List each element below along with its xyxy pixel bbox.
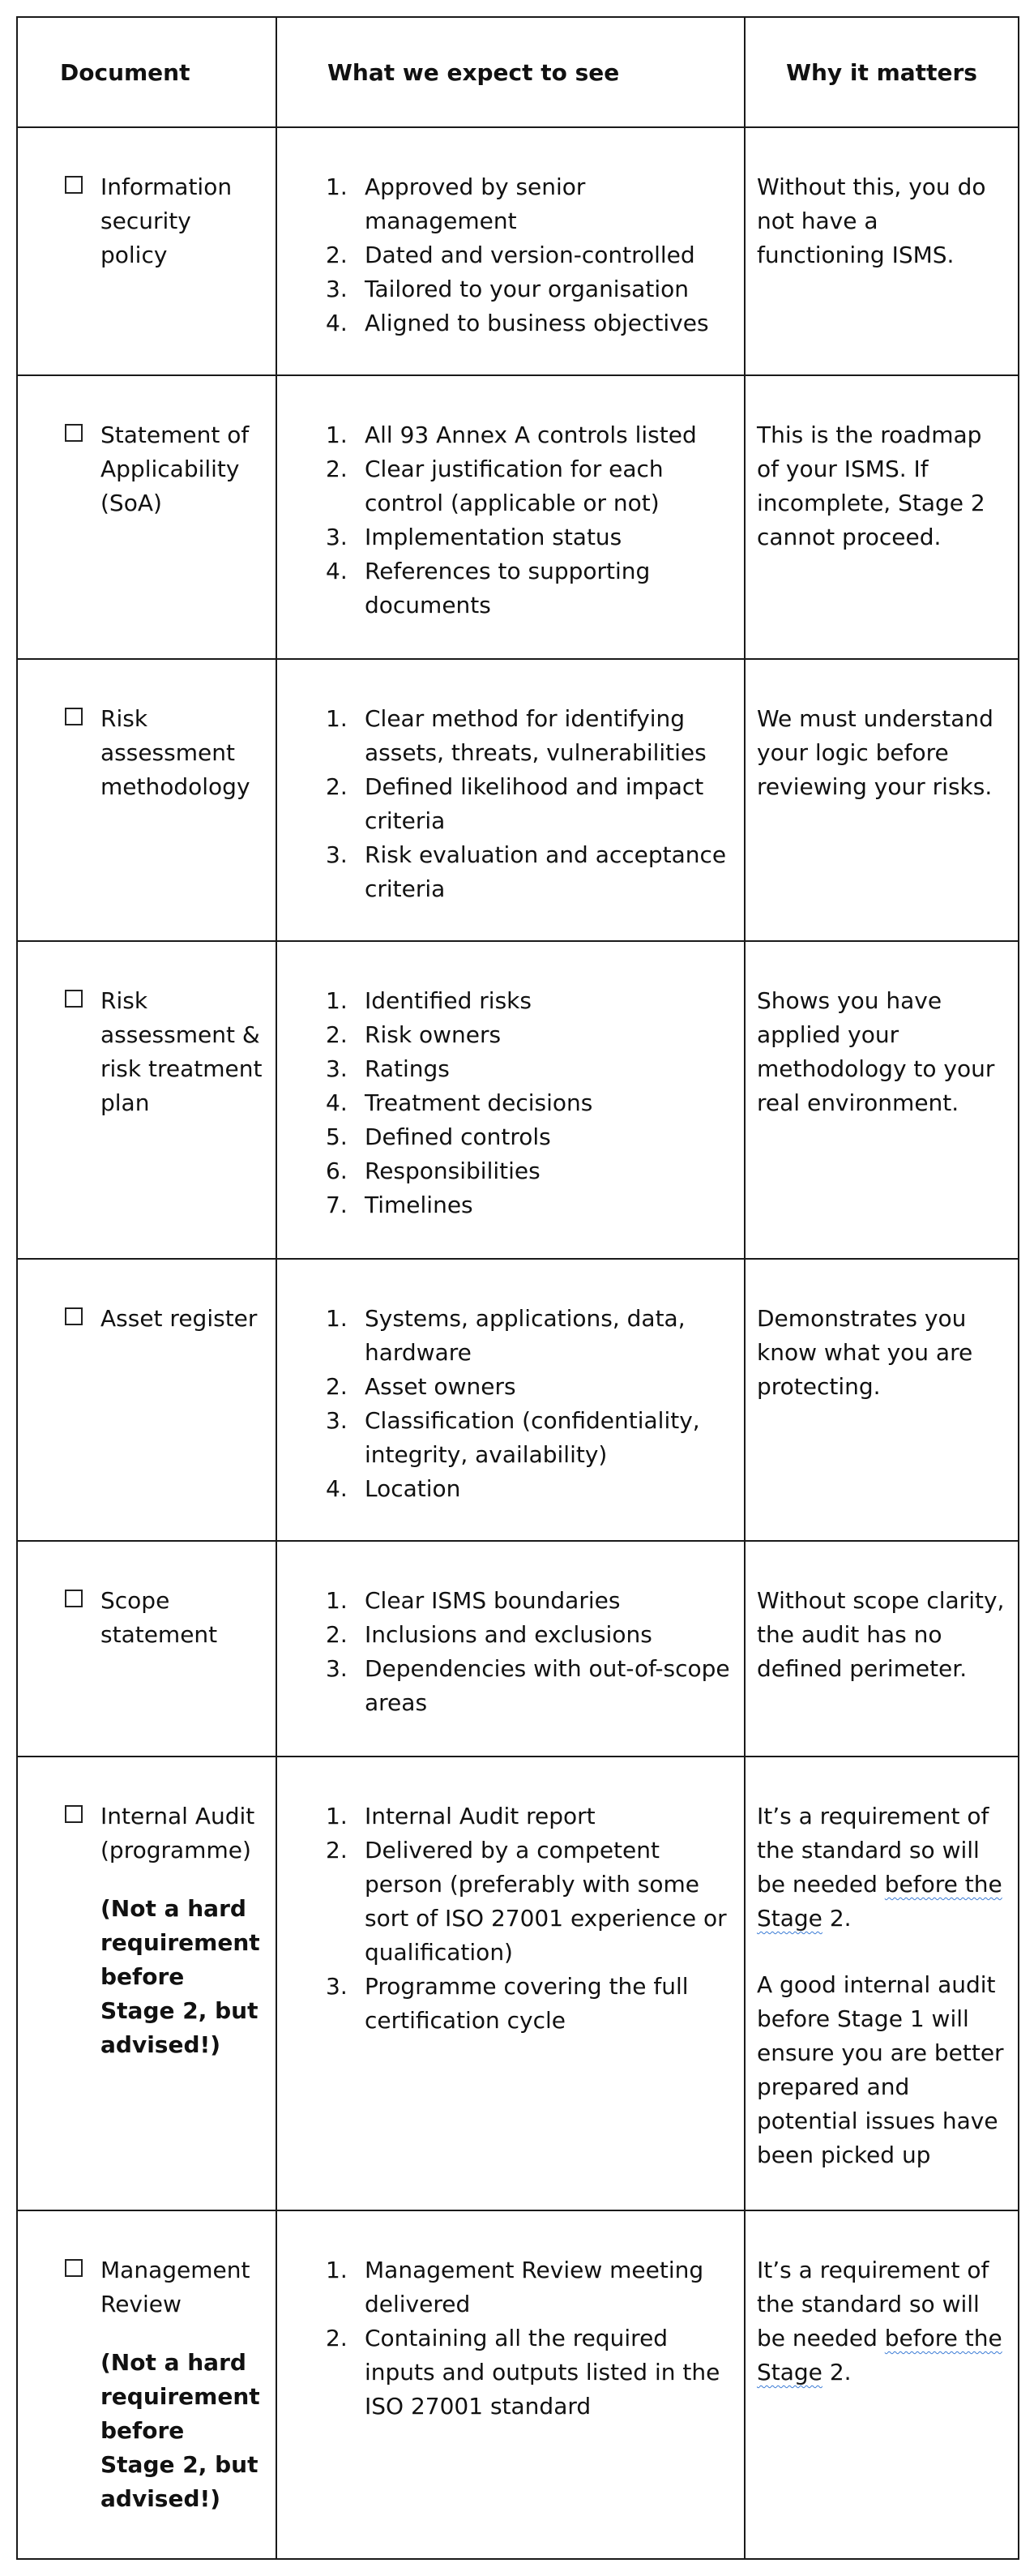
list-item: 7. Timelines [326, 1192, 473, 1218]
expect-list [277, 2253, 734, 2424]
why-cell [745, 1259, 1019, 1541]
why-text: This is the roadmap of your ISMS. If incomplete, Stage 2 cannot proceed. [757, 421, 985, 550]
list-item: 1. Identified risks [326, 987, 532, 1014]
why-text: Without scope clarity, the audit has no defined perimeter. [757, 1587, 1005, 1682]
checkbox[interactable] [65, 1307, 83, 1325]
expect-list [277, 702, 734, 906]
table-row [17, 127, 1019, 375]
document-name: Asset register [100, 1305, 258, 1332]
why-text: We must understand your logic before reviewing your risks. [757, 705, 993, 800]
header-why: Why it matters [745, 17, 1019, 127]
why-cell [745, 2210, 1019, 2559]
checkbox[interactable] [65, 1590, 83, 1607]
document-name: Internal Audit (programme) [100, 1803, 255, 1864]
list-item: 2. Clear justification for each control (applicable or not) [326, 456, 664, 516]
list-item: 1. Clear method for identifying assets, threats, vulnerabilities [326, 705, 707, 766]
list-item: 4. Treatment decisions [326, 1089, 593, 1116]
expect-list [277, 170, 734, 340]
list-item: 2. Inclusions and exclusions [326, 1621, 652, 1648]
expect-cell [276, 375, 745, 659]
checkbox[interactable] [65, 176, 83, 194]
table-row [17, 659, 1019, 941]
table-row [17, 1541, 1019, 1757]
document-cell [17, 1757, 276, 2210]
why-cell [745, 1541, 1019, 1757]
checkbox[interactable] [65, 2259, 83, 2277]
table-row [17, 1757, 1019, 2210]
document-name: Risk assessment methodology [100, 705, 250, 800]
expect-cell [276, 1541, 745, 1757]
document-name: Risk assessment & risk treatment plan [100, 987, 263, 1116]
list-item: 3. Implementation status [326, 524, 622, 550]
list-item: 3. Risk evaluation and acceptance criteria [326, 841, 727, 902]
list-item: 1. Approved by senior management [326, 173, 586, 234]
list-item: 3. Tailored to your organisation [326, 276, 689, 302]
list-item: 1. Systems, applications, data, hardware [326, 1305, 686, 1366]
why-text: Demonstrates you know what you are protecting. [757, 1305, 973, 1400]
document-cell [17, 659, 276, 941]
list-item: 1. Internal Audit report [326, 1803, 596, 1829]
expect-cell [276, 127, 745, 375]
list-item: 5. Defined controls [326, 1123, 551, 1150]
why-text: Without this, you do not have a functioning ISMS. [757, 173, 986, 268]
expect-cell [276, 941, 745, 1259]
document-name: Management Review [100, 2257, 250, 2317]
checkbox[interactable] [65, 990, 83, 1008]
list-item: 2. Dated and version-controlled [326, 242, 695, 268]
expect-list [277, 1302, 734, 1506]
list-item: 2. Containing all the required inputs and outputs listed in the ISO 27001 standard [326, 2325, 720, 2420]
table-row [17, 941, 1019, 1259]
document-cell [17, 2210, 276, 2559]
expect-cell [276, 2210, 745, 2559]
expect-cell [276, 659, 745, 941]
expect-cell [276, 1259, 745, 1541]
list-item: 4. References to supporting documents [326, 558, 651, 618]
list-item: 2. Risk owners [326, 1021, 502, 1048]
expect-list [277, 418, 734, 623]
list-item: 1. All 93 Annex A controls listed [326, 421, 697, 448]
spellcheck-underline: before the Stage [757, 1871, 1002, 1932]
list-item: 1. Clear ISMS boundaries [326, 1587, 621, 1614]
checkbox[interactable] [65, 424, 83, 442]
why-text-secondary: A good internal audit before Stage 1 will ensure you are better prepared and potential issues have been picked up [757, 1971, 1004, 2168]
document-name: Information security policy [100, 173, 233, 268]
expect-list [277, 984, 734, 1222]
list-item: 6. Responsibilities [326, 1157, 540, 1184]
header-row [17, 17, 1019, 127]
why-cell [745, 941, 1019, 1259]
document-checklist-table [16, 16, 1019, 2560]
header-document: Document [17, 17, 276, 127]
expect-list [277, 1799, 734, 2038]
list-item: 2. Delivered by a competent person (preferably with some sort of ISO 27001 experience or qualification) [326, 1837, 727, 1966]
document-note: (Not a hard requirement before Stage 2, but advised!) [100, 1895, 260, 2058]
why-cell [745, 659, 1019, 941]
why-text: Shows you have applied your methodology to your real environment. [757, 987, 995, 1116]
list-item: 3. Classification (confidentiality, integrity, availability) [326, 1407, 700, 1468]
list-item: 2. Asset owners [326, 1373, 516, 1400]
checkbox[interactable] [65, 708, 83, 725]
document-note: (Not a hard requirement before Stage 2, but advised!) [100, 2349, 260, 2512]
document-cell [17, 1541, 276, 1757]
table-row [17, 375, 1019, 659]
expect-list [277, 1584, 734, 1720]
checkbox[interactable] [65, 1805, 83, 1823]
list-item: 4. Location [326, 1475, 461, 1502]
document-cell [17, 1259, 276, 1541]
list-item: 3. Ratings [326, 1055, 450, 1082]
document-cell [17, 375, 276, 659]
spellcheck-underline: before the Stage [757, 2325, 1002, 2386]
document-name: Scope statement [100, 1587, 218, 1648]
header-expect: What we expect to see [276, 17, 745, 127]
why-text: It’s a requirement of the standard so will be needed before the Stage 2. [757, 2257, 1002, 2386]
list-item: 3. Programme covering the full certification cycle [326, 1973, 689, 2034]
list-item: 2. Defined likelihood and impact criteria [326, 773, 704, 834]
document-name: Statement of Applicability (SoA) [100, 421, 250, 516]
document-cell [17, 941, 276, 1259]
why-cell [745, 127, 1019, 375]
expect-cell [276, 1757, 745, 2210]
table-row [17, 1259, 1019, 1541]
table-row [17, 2210, 1019, 2559]
list-item: 3. Dependencies with out-of-scope areas [326, 1655, 730, 1716]
document-cell [17, 127, 276, 375]
why-cell [745, 375, 1019, 659]
why-cell [745, 1757, 1019, 2210]
list-item: 4. Aligned to business objectives [326, 310, 709, 336]
list-item: 1. Management Review meeting delivered [326, 2257, 704, 2317]
why-text: It’s a requirement of the standard so will be needed before the Stage 2. [757, 1803, 1002, 1932]
